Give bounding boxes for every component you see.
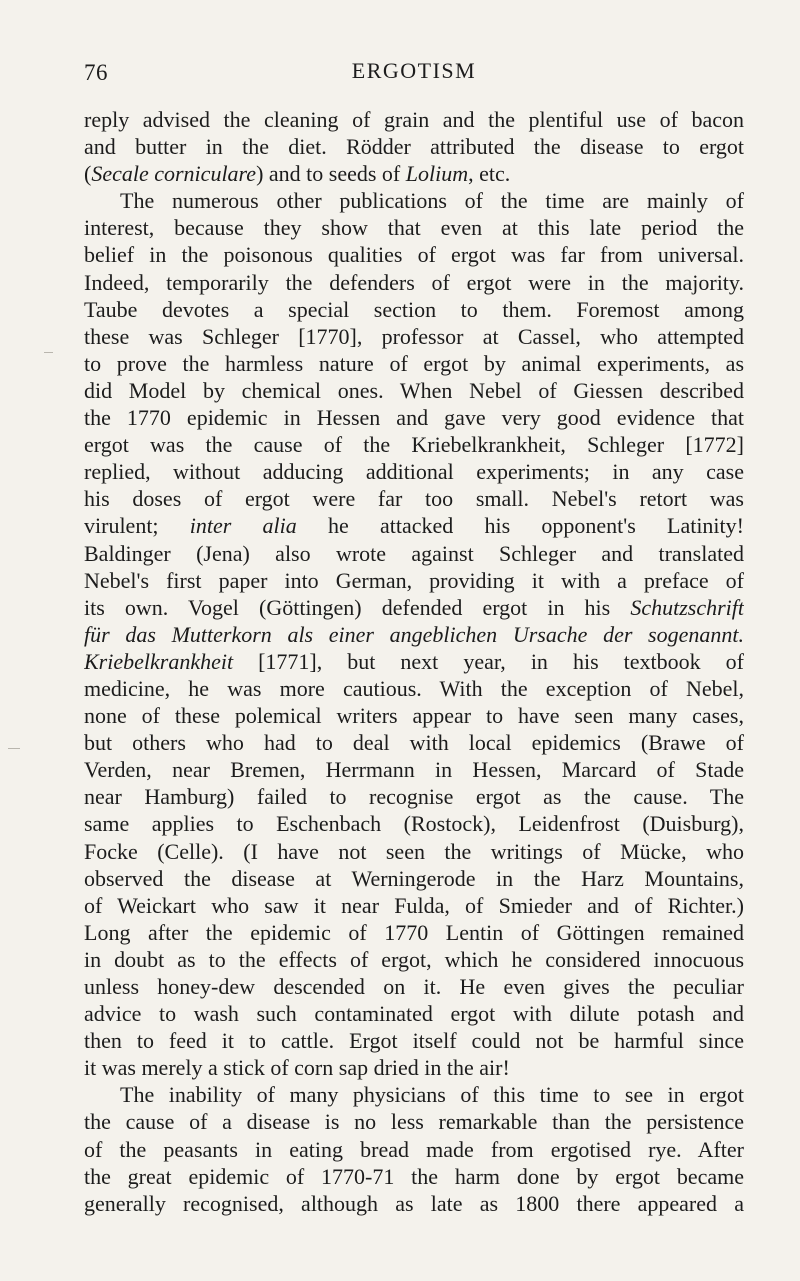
text-span: Long after the epidemic of 1770 Lentin of Göttingen remained: [84, 919, 744, 945]
text-span: (: [84, 161, 92, 187]
text-span: replied, without adducing additional experiments; in any case: [84, 459, 744, 485]
text-line: [84, 702, 744, 729]
text-span: virulent;: [84, 513, 190, 539]
running-head: [84, 58, 744, 88]
text-span: then to feed it to cattle. Ergot itself could not be harmful since: [84, 1028, 744, 1054]
italic-text: Kriebelkrankheit: [84, 648, 234, 674]
italic-text: Secale corniculare: [91, 161, 257, 187]
text-line: [84, 296, 744, 323]
italic-text: für das Mutterkorn als einer angeblichen Ursache der sogenannt.: [84, 621, 744, 647]
text-line: [84, 187, 744, 214]
text-span: Indeed, temporarily the defenders of ergot were in the majority.: [84, 269, 744, 295]
text-span: he attacked his opponent's Latinity!: [296, 513, 744, 539]
text-span: medicine, he was more cautious. With the exception of Nebel,: [84, 675, 744, 701]
text-span: but others who had to deal with local epidemics (Brawe of: [84, 730, 744, 756]
text-span: the 1770 epidemic in Hessen and gave very good evidence that: [84, 405, 744, 431]
text-span: generally recognised, although as late as 1800 there appeared a: [84, 1190, 744, 1216]
text-span: to prove the harmless nature of ergot by animal experiments, as: [84, 350, 744, 376]
text-line: [84, 675, 744, 702]
text-span: Taube devotes a special section to them. Foremost among: [84, 296, 744, 322]
text-span: The inability of many physicians of this time to see in ergot: [120, 1082, 744, 1108]
text-line: [84, 648, 744, 675]
italic-text: Lolium: [405, 161, 469, 187]
text-span: none of these polemical writers appear to have seen many cases,: [84, 703, 744, 729]
text-span: near Hamburg) failed to recognise ergot as the cause. The: [84, 784, 744, 810]
text-line: [84, 567, 744, 594]
text-line: [84, 946, 744, 973]
text-span: observed the disease at Werningerode in the Harz Mountains,: [84, 865, 744, 891]
body-text: [84, 106, 744, 1217]
text-line: [84, 1000, 744, 1027]
text-span: advice to wash such contaminated ergot with dilute potash and: [84, 1001, 744, 1027]
page-number: 76: [84, 60, 108, 85]
text-span: ) and to seeds of: [256, 161, 406, 187]
text-line: [84, 919, 744, 946]
text-line: [84, 621, 744, 648]
text-line: [84, 540, 744, 567]
text-span: of the peasants in eating bread made from ergotised rye. After: [84, 1136, 744, 1162]
text-span: in doubt as to the effects of ergot, which he considered innocuous: [84, 946, 744, 972]
text-line: [84, 1136, 744, 1163]
text-line: [84, 133, 744, 160]
text-span: these was Schleger [1770], professor at Cassel, who attempted: [84, 323, 744, 349]
text-span: ergot was the cause of the Kriebelkrankheit, Schleger [1772]: [84, 432, 744, 458]
text-line: [84, 594, 744, 621]
text-span: Nebel's first paper into German, providing it with a preface of: [84, 567, 744, 593]
text-span: , etc.: [468, 161, 511, 187]
text-span: did Model by chemical ones. When Nebel of Giessen described: [84, 377, 744, 403]
text-span: its own. Vogel (Göttingen) defended ergot in his: [84, 594, 631, 620]
text-line: [84, 1108, 744, 1135]
text-span: reply advised the cleaning of grain and the plentiful use of bacon: [84, 107, 744, 132]
text-line: [84, 458, 744, 485]
text-line: [84, 350, 744, 377]
italic-text: Schutzschrift: [630, 594, 744, 620]
text-line: [84, 485, 744, 512]
text-line: [84, 1163, 744, 1190]
text-line: [84, 756, 744, 783]
text-span: the great epidemic of 1770-71 the harm done by ergot became: [84, 1163, 744, 1189]
text-line: [84, 810, 744, 837]
text-line: [84, 973, 744, 1000]
text-span: and butter in the diet. Rödder attributed the disease to ergot: [84, 134, 744, 160]
margin-mark: [44, 352, 53, 353]
text-line: [84, 160, 744, 187]
text-line: [84, 865, 744, 892]
text-span: belief in the poisonous qualities of ergot was far from universal.: [84, 242, 744, 268]
text-span: unless honey-dew descended on it. He even gives the peculiar: [84, 974, 744, 999]
text-line: [84, 377, 744, 404]
text-span: interest, because they show that even at this late period the: [84, 215, 744, 241]
text-span: the cause of a disease is no less remarkable than the persistence: [84, 1109, 744, 1135]
running-title: ERGOTISM: [351, 58, 477, 83]
text-line: [84, 431, 744, 458]
text-span: his doses of ergot were far too small. Nebel's retort was: [84, 486, 744, 512]
text-span: Focke (Celle). (I have not seen the writings of Mücke, who: [84, 838, 744, 864]
italic-text: inter alia: [189, 513, 297, 539]
text-span: same applies to Eschenbach (Rostock), Leidenfrost (Duisburg),: [84, 811, 744, 837]
text-span: The numerous other publications of the time are mainly of: [120, 188, 744, 214]
text-line: [84, 729, 744, 756]
text-line: [84, 404, 744, 431]
text-line: [84, 1054, 744, 1081]
text-line: [84, 323, 744, 350]
text-span: of Weickart who saw it near Fulda, of Smieder and of Richter.): [84, 892, 744, 918]
text-line: [84, 1027, 744, 1054]
text-line: [84, 214, 744, 241]
text-line: [84, 269, 744, 296]
text-span: Verden, near Bremen, Herrmann in Hessen, Marcard of Stade: [84, 757, 744, 783]
text-line: [84, 106, 744, 133]
text-line: [84, 512, 744, 539]
margin-mark: [8, 748, 20, 749]
text-line: [84, 1081, 744, 1108]
text-line: [84, 241, 744, 268]
text-line: [84, 892, 744, 919]
text-span: [1771], but next year, in his textbook of: [233, 648, 744, 674]
text-line: [84, 1190, 744, 1217]
text-span: Baldinger (Jena) also wrote against Schleger and translated: [84, 540, 744, 566]
text-line: [84, 838, 744, 865]
text-span: it was merely a stick of corn sap dried in the air!: [84, 1055, 510, 1081]
text-line: [84, 783, 744, 810]
